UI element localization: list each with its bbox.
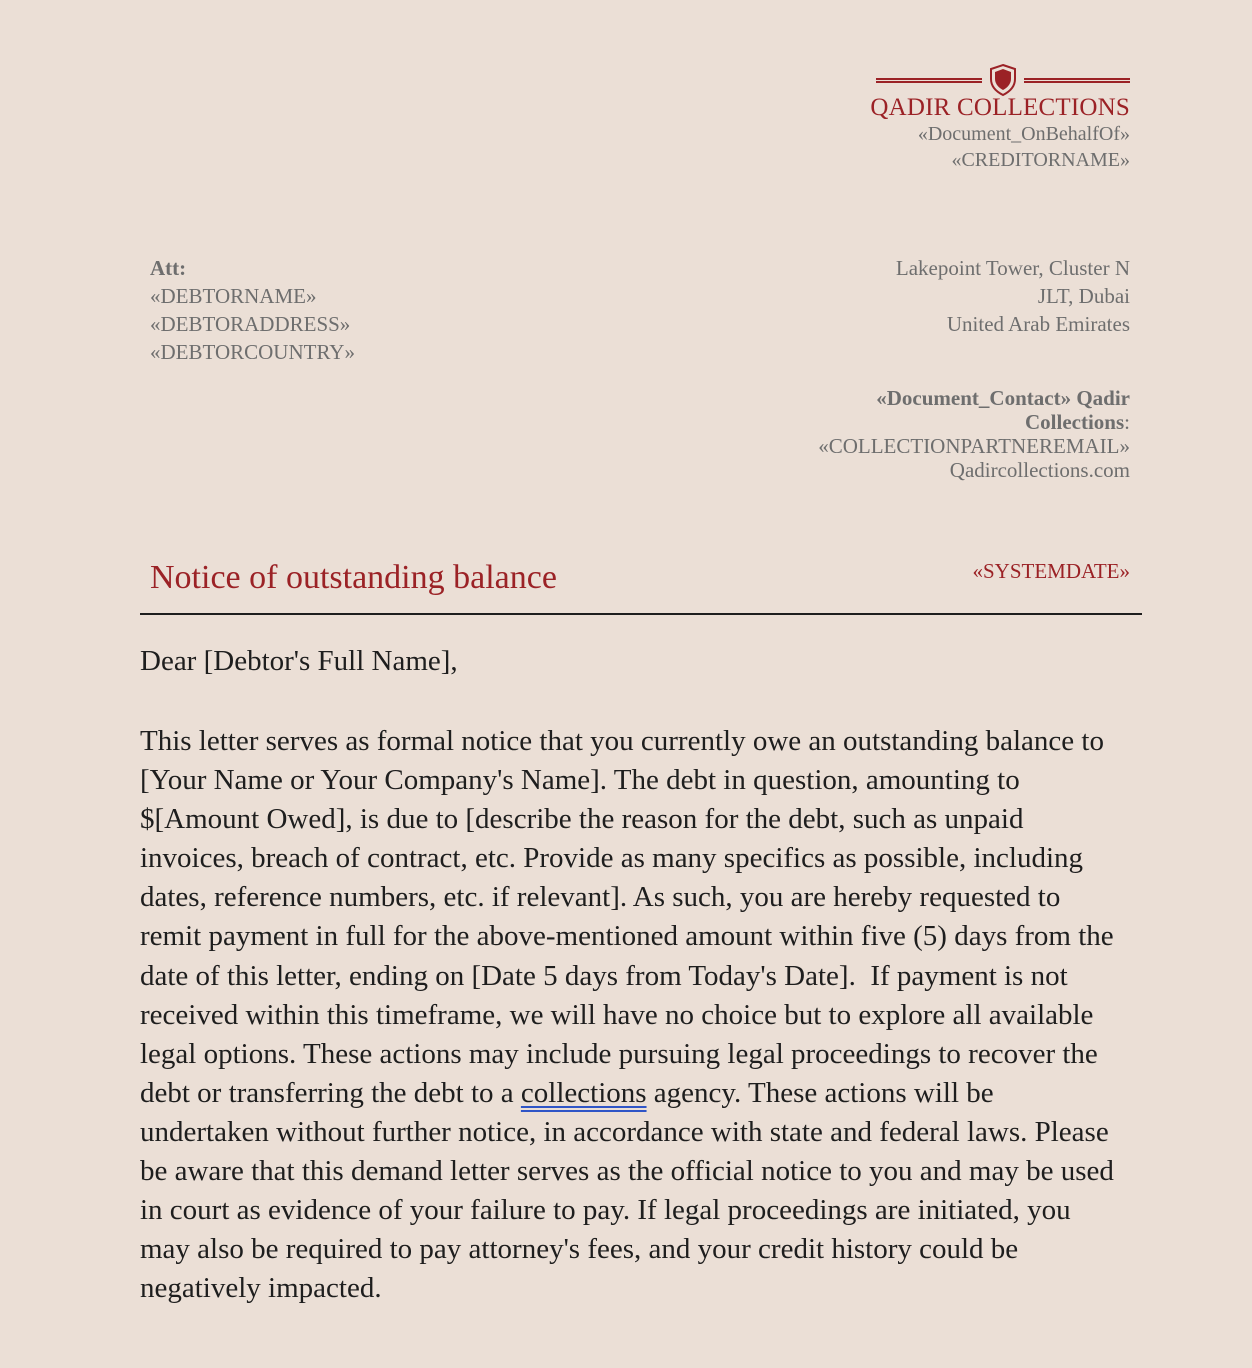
title-divider	[140, 613, 1142, 615]
logo-rule-right	[1024, 78, 1130, 83]
office-line-2: JLT, Dubai	[1037, 284, 1130, 308]
salutation: Dear [Debtor's Full Name],	[140, 645, 458, 677]
recipient-address	[150, 254, 355, 366]
contact-email-field: «COLLECTIONPARTNEREMAIL»	[818, 434, 1130, 458]
letter-body[interactable]	[140, 722, 1120, 1308]
spellcheck-flagged-word[interactable]: collections	[520, 1076, 647, 1109]
contact-name-field: «Document_Contact» Qadir Collections	[876, 386, 1130, 434]
office-address	[896, 254, 1130, 338]
debtor-address-field: «DEBTORADDRESS»	[150, 312, 351, 336]
system-date-field: «SYSTEMDATE»	[972, 559, 1130, 583]
contact-info	[770, 386, 1130, 482]
company-logo	[800, 62, 1130, 98]
letterhead	[800, 62, 1130, 173]
company-name: QADIR COLLECTIONS	[870, 94, 1130, 121]
letter-body-part-1: This letter serves as formal notice that you currently owe an outstanding balance to [Your Name or Your Company's Name]. The debt in question, amounting to $[Amount Owed], is due to [describe the reason for the debt, such as unpaid invoices, breach of contract, etc. Provide as many specifics as possible, including dates, reference numbers, etc. if relevant]. As such, you are hereby requested to remit payment in full for the above-mentioned amount within five (5) days from the date of this letter, ending on [Date 5 days from Today's Date]. If payment is not received within this timeframe, we will have no choice but to explore all available legal options. These actions may include pursuing legal proceedings to recover the debt or transferring the debt to a	[140, 725, 1114, 1109]
office-line-3: United Arab Emirates	[946, 312, 1130, 336]
contact-separator: :	[1124, 410, 1130, 434]
letter-body-part-2: agency. These actions will be undertaken without further notice, in accordance with state and federal laws. Please be aware that this demand letter serves as the official notice to you and may be used in court as evidence of your failure to pay. If legal proceedings are initiated, you may also be required to pay attorney's fees, and your credit history could be negatively impacted.	[140, 1076, 1114, 1305]
att-label: Att:	[150, 256, 187, 280]
contact-website: Qadircollections.com	[949, 458, 1130, 482]
creditor-name-field: «CREDITORNAME»	[951, 149, 1130, 171]
on-behalf-of-field: «Document_OnBehalfOf»	[917, 123, 1130, 145]
page-title: Notice of outstanding balance	[150, 559, 557, 596]
office-line-1: Lakepoint Tower, Cluster N	[895, 256, 1130, 280]
debtor-country-field: «DEBTORCOUNTRY»	[150, 340, 355, 364]
shield-icon	[988, 63, 1018, 97]
logo-rule-left	[876, 78, 982, 83]
debtor-name-field: «DEBTORNAME»	[150, 284, 317, 308]
